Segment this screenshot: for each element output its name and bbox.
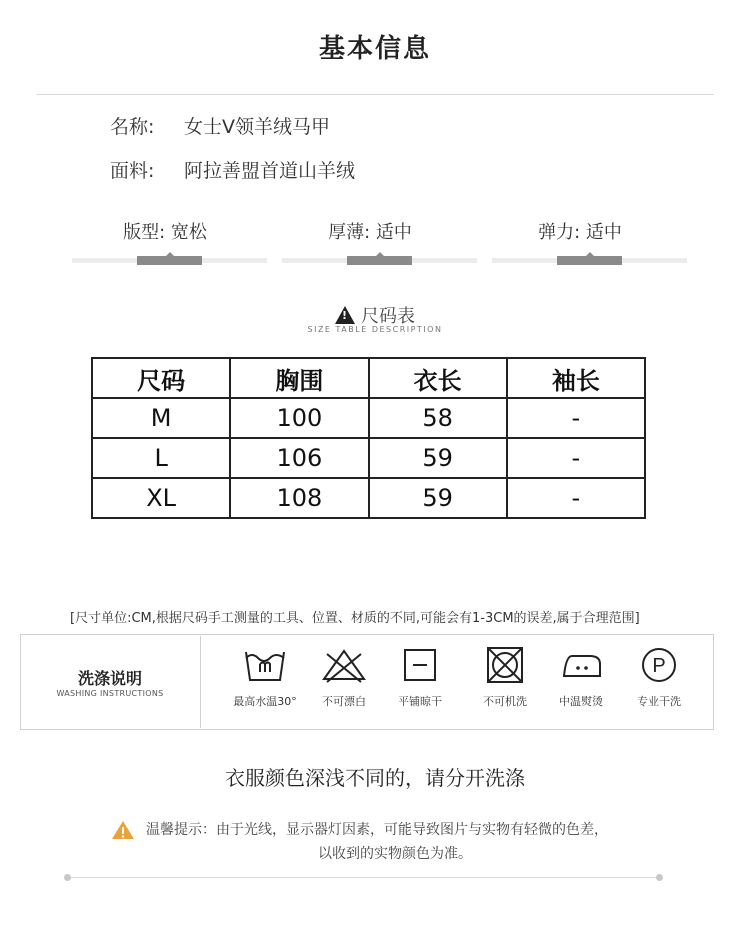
care-item-no-bleach: [304, 646, 384, 709]
table-cell: -: [507, 438, 645, 478]
table-cell: 59: [369, 478, 507, 518]
tip-text-line2: 以收到的实物颜色为准。: [318, 846, 472, 862]
thickness-scale-indicator: [347, 256, 412, 265]
table-cell: 100: [230, 398, 368, 438]
thickness-attribute-label: 厚薄: 适中: [328, 222, 412, 243]
divider-dot-left: [64, 874, 71, 881]
color-wash-note: 衣服颜色深浅不同的，请分开洗涤: [225, 766, 525, 790]
product-name-value: 女士V领羊绒马甲: [184, 116, 330, 138]
care-item-no-machine-wash: [465, 646, 545, 709]
no-bleach-icon: [319, 646, 369, 684]
product-name-row: [110, 112, 330, 139]
table-cell: 106: [230, 438, 368, 478]
care-item-wash-30: [225, 646, 305, 709]
elasticity-scale-indicator: [557, 256, 622, 265]
care-label: 不可机洗: [483, 695, 527, 708]
fit-scale-notch: [165, 252, 175, 257]
care-label: 最高水温30°: [233, 695, 297, 708]
dry-clean-icon: [634, 646, 684, 684]
page-title: 基本信息: [318, 34, 431, 64]
table-cell: 58: [369, 398, 507, 438]
table-row: [92, 478, 645, 518]
table-row: [92, 398, 645, 438]
column-header-bust: 胸围: [230, 358, 368, 398]
table-cell: 59: [369, 438, 507, 478]
size-table-title: 尺码表: [361, 306, 415, 327]
washing-subtitle: WASHING INSTRUCTIONS: [56, 689, 164, 698]
product-name-label: 名称:: [110, 116, 155, 138]
table-cell: -: [507, 398, 645, 438]
care-item-dry-flat: [380, 646, 460, 709]
care-label: 专业干洗: [637, 695, 681, 708]
fabric-row: [110, 156, 355, 183]
care-label: 中温熨烫: [559, 695, 603, 708]
divider-dot-right: [656, 874, 663, 881]
table-cell: XL: [92, 478, 230, 518]
table-header-row: [92, 358, 645, 398]
elasticity-scale-notch: [585, 252, 595, 257]
fit-attribute-label: 版型: 宽松: [123, 222, 207, 243]
table-cell: 108: [230, 478, 368, 518]
care-label: 不可漂白: [322, 695, 366, 708]
table-row: [92, 438, 645, 478]
title-divider: [36, 94, 714, 95]
no-machine-wash-icon: [480, 646, 530, 684]
washing-panel-divider: [200, 636, 201, 728]
table-cell: -: [507, 478, 645, 518]
column-header-length: 衣长: [369, 358, 507, 398]
iron-medium-icon: [556, 646, 606, 684]
care-item-dry-clean: [619, 646, 699, 709]
washing-title: 洗涤说明: [77, 669, 142, 688]
size-measurement-note: [尺寸单位:CM,根据尺码手工测量的工具、位置、材质的不同,可能会有1-3CM的误差,属于合理范围]: [70, 611, 640, 626]
thickness-scale-notch: [375, 252, 385, 257]
tip-text-line1: 温馨提示：由于光线，显示器灯因素，可能导致图片与实物有轻微的色差，: [146, 822, 608, 838]
wash-30-icon: [240, 646, 290, 684]
table-cell: M: [92, 398, 230, 438]
fit-scale-indicator: [137, 256, 202, 265]
care-item-iron-medium: [541, 646, 621, 709]
warning-icon: [111, 820, 135, 840]
column-header-size: 尺码: [92, 358, 230, 398]
bottom-divider: [68, 877, 660, 878]
size-table: [91, 357, 646, 519]
fabric-value: 阿拉善盟首道山羊绒: [184, 160, 356, 182]
table-cell: L: [92, 438, 230, 478]
column-header-sleeve: 袖长: [507, 358, 645, 398]
dry-flat-icon: [395, 646, 445, 684]
svg-text:P: P: [652, 655, 666, 677]
elasticity-attribute-label: 弹力: 适中: [538, 222, 622, 243]
warning-triangle-icon: [335, 306, 355, 324]
care-label: 平铺晾干: [398, 695, 442, 708]
size-table-subtitle: SIZE TABLE DESCRIPTION: [307, 325, 443, 334]
fabric-label: 面料:: [110, 160, 155, 182]
